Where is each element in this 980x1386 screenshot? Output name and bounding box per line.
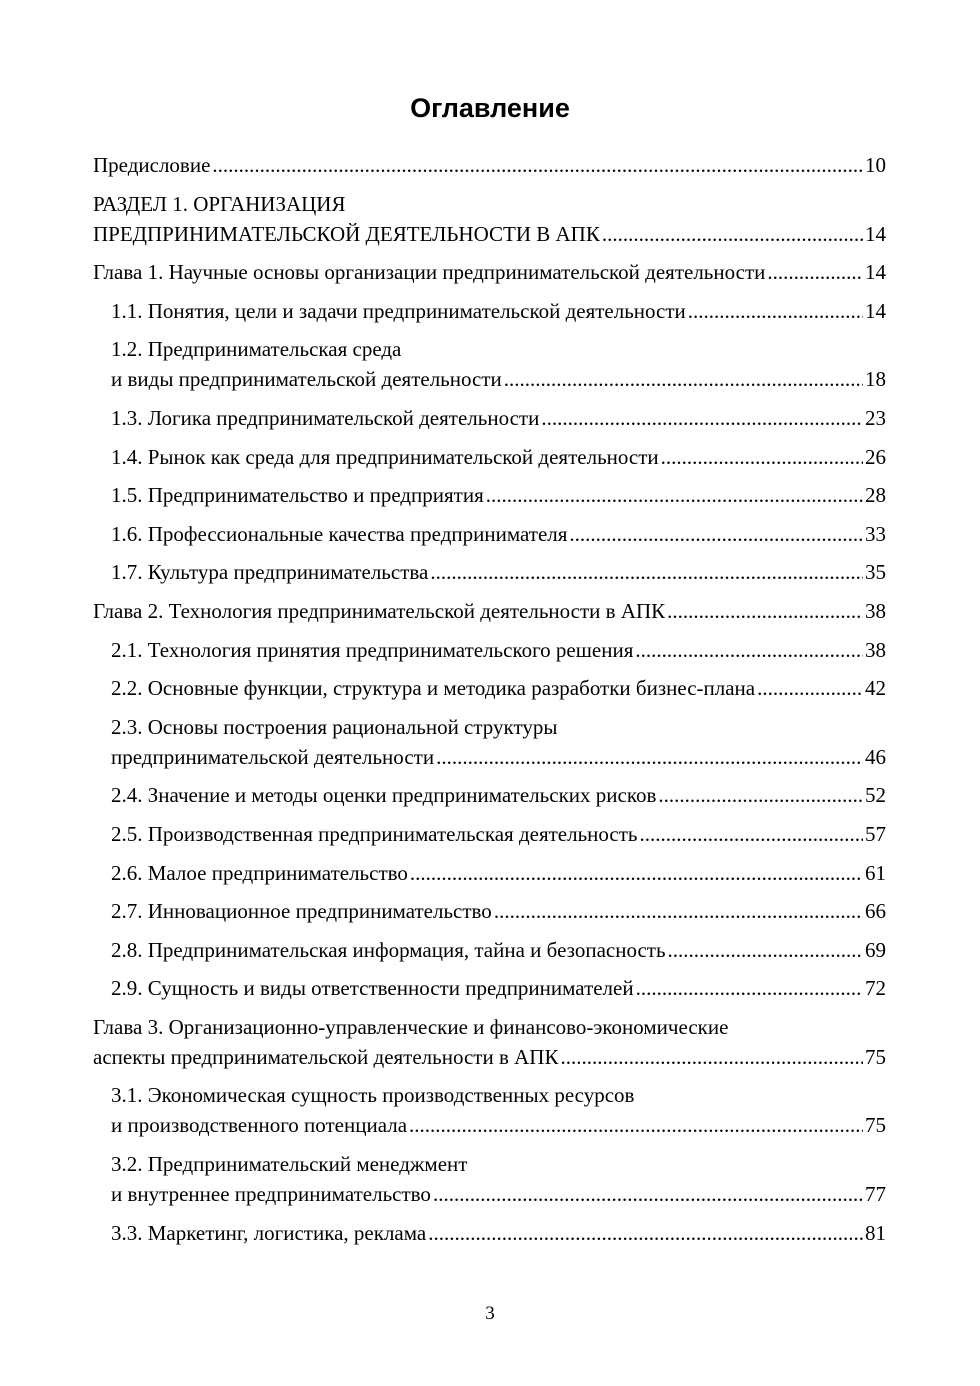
dot-leader: [436, 742, 863, 772]
toc-entry-title: предпринимательской деятельности: [111, 744, 435, 769]
dot-leader: [757, 673, 863, 703]
toc-entry-title: 2.2. Основные функции, структура и методика разработки бизнес-плана: [111, 676, 756, 701]
dot-leader: [767, 257, 863, 287]
toc-entry-section[interactable]: [93, 935, 886, 965]
toc-entry-section[interactable]: [93, 819, 886, 849]
toc-entry-leader-line: [111, 442, 886, 472]
dot-leader: [428, 1218, 863, 1248]
toc-entry-page-number: 72: [865, 976, 886, 1001]
dot-leader: [560, 1042, 863, 1072]
dot-leader: [668, 935, 863, 965]
toc-entry-title: Глава 2. Технология предпринимательской деятельности в АПК: [93, 598, 666, 623]
toc-entry-title-line: 3.2. Предпринимательский менеджмент: [111, 1152, 468, 1177]
dot-leader: [504, 364, 863, 394]
toc-entry-chapter[interactable]: [93, 150, 886, 180]
toc-entry-title: 2.6. Малое предпринимательство: [111, 860, 408, 885]
toc-entry-page-number: 69: [865, 937, 886, 962]
toc-entry-leader-line: [111, 896, 886, 926]
toc-entry-title: 1.6. Профессиональные качества предпринимателя: [111, 521, 568, 546]
toc-entry-title-line: Глава 3. Организационно-управленческие и финансово-экономические: [93, 1014, 729, 1039]
dot-leader: [433, 1179, 863, 1209]
toc-entry-page-number: 61: [865, 860, 886, 885]
toc-entry-page-number: 75: [865, 1113, 886, 1138]
toc-entry-section[interactable]: [93, 334, 886, 394]
toc-entry-page-number: 23: [865, 405, 886, 430]
toc-entry-section[interactable]: [93, 1218, 886, 1248]
toc-entry-title: 1.1. Понятия, цели и задачи предпринимательской деятельности: [111, 298, 686, 323]
toc-entry-title: 2.7. Инновационное предпринимательство: [111, 899, 492, 924]
toc-entry-title: и виды предпринимательской деятельности: [111, 367, 502, 392]
toc-entry-chapter[interactable]: [93, 189, 886, 249]
toc-entry-page-number: 81: [865, 1220, 886, 1245]
dot-leader: [410, 858, 863, 888]
toc-entry-leader-line: [111, 1218, 886, 1248]
toc-entry-chapter[interactable]: [93, 257, 886, 287]
toc-entry-section[interactable]: [93, 1149, 886, 1209]
toc-entry-page-number: 52: [865, 783, 886, 808]
toc-entry-section[interactable]: [93, 673, 886, 703]
dot-leader: [636, 973, 863, 1003]
dot-leader: [635, 635, 863, 665]
toc-entry-page-number: 38: [865, 598, 886, 623]
toc-entry-leader-line: [111, 858, 886, 888]
toc-entry-title: Глава 1. Научные основы организации предпринимательской деятельности: [93, 260, 766, 285]
toc-entry-leader-line: [111, 973, 886, 1003]
toc-entry-page-number: 38: [865, 637, 886, 662]
toc-entry-page-number: 66: [865, 899, 886, 924]
toc-entry-leader-line: [111, 935, 886, 965]
dot-leader: [486, 480, 863, 510]
toc-entry-section[interactable]: [93, 780, 886, 810]
toc-entry-page-number: 10: [865, 153, 886, 177]
toc-entry-section[interactable]: [93, 712, 886, 772]
toc-entry-leader-line: [111, 403, 886, 433]
toc-entry-page-number: 77: [865, 1182, 886, 1207]
toc-entry-title: и производственного потенциала: [111, 1113, 408, 1138]
toc-entry-section[interactable]: [93, 442, 886, 472]
toc-entry-leader-line: [111, 557, 886, 587]
toc-entry-page-number: 14: [865, 260, 886, 285]
toc-entry-leader-line: [111, 296, 886, 326]
toc-entry-title: 2.8. Предпринимательская информация, тайна и безопасность: [111, 937, 666, 962]
toc-entry-leader-line: [111, 819, 886, 849]
toc-entry-title: 1.5. Предпринимательство и предприятия: [111, 483, 484, 508]
toc-entry-title-line: РАЗДЕЛ 1. ОРГАНИЗАЦИЯ: [93, 191, 346, 216]
toc-entry-title: ПРЕДПРИНИМАТЕЛЬСКОЙ ДЕЯТЕЛЬНОСТИ В АПК: [93, 221, 600, 246]
dot-leader: [212, 150, 863, 180]
toc-entry-page-number: 35: [865, 560, 886, 585]
dot-leader: [494, 896, 863, 926]
page-title: Оглавление: [410, 93, 570, 123]
toc-entry-page-number: 33: [865, 521, 886, 546]
toc-entry-section[interactable]: [93, 519, 886, 549]
toc-entry-leader-line: [111, 742, 886, 772]
toc-entry-leader-line: [93, 1042, 886, 1072]
toc-entry-title: 2.4. Значение и методы оценки предпринимательских рисков: [111, 783, 657, 808]
toc-entry-section[interactable]: [93, 973, 886, 1003]
toc-entry-section[interactable]: [93, 403, 886, 433]
toc-entry-title: 3.3. Маркетинг, логистика, реклама: [111, 1220, 427, 1245]
toc-entry-section[interactable]: [93, 296, 886, 326]
toc-entry-title-line: 3.1. Экономическая сущность производственных ресурсов: [111, 1083, 635, 1108]
toc-entry-section[interactable]: [93, 1080, 886, 1140]
toc-entry-title: и внутреннее предпринимательство: [111, 1182, 431, 1207]
toc-entry-leader-line: [111, 673, 886, 703]
toc-entry-page-number: 26: [865, 444, 886, 469]
toc-entry-page-number: 75: [865, 1044, 886, 1069]
toc-entry-chapter[interactable]: [93, 596, 886, 626]
toc-entry-leader-line: [93, 150, 886, 180]
dot-leader: [688, 296, 863, 326]
dot-leader: [409, 1110, 863, 1140]
toc-entry-leader-line: [111, 519, 886, 549]
dot-leader: [640, 819, 863, 849]
dot-leader: [658, 780, 863, 810]
toc-entry-title: 2.5. Производственная предпринимательская деятельность: [111, 821, 638, 846]
toc-entry-title: аспекты предпринимательской деятельности в АПК: [93, 1044, 559, 1069]
toc-entry-section[interactable]: [93, 896, 886, 926]
toc-entry-leader-line: [93, 257, 886, 287]
toc-entry-title-line: 1.2. Предпринимательская среда: [111, 337, 402, 362]
toc-entry-title: 2.9. Сущность и виды ответственности предпринимателей: [111, 976, 634, 1001]
toc-entry-section[interactable]: [93, 480, 886, 510]
toc-entry-page-number: 14: [865, 298, 886, 323]
toc-entry-chapter[interactable]: [93, 1012, 886, 1072]
toc-entry-page-number: 28: [865, 483, 886, 508]
toc-entry-leader-line: [111, 780, 886, 810]
toc-entry-leader-line: [111, 1110, 886, 1140]
toc-entry-title-line: 2.3. Основы построения рациональной структуры: [111, 714, 558, 739]
toc-entry-leader-line: [111, 1179, 886, 1209]
toc-entry-page-number: 18: [865, 367, 886, 392]
dot-leader: [569, 519, 863, 549]
dot-leader: [430, 557, 863, 587]
dot-leader: [661, 442, 863, 472]
toc-entry-page-number: 14: [865, 221, 886, 246]
table-of-contents: [93, 150, 886, 1256]
toc-entry-leader-line: [111, 635, 886, 665]
toc-entry-page-number: 42: [865, 676, 886, 701]
toc-entry-page-number: 46: [865, 744, 886, 769]
toc-entry-section[interactable]: [93, 557, 886, 587]
toc-entry-title: 1.7. Культура предпринимательства: [111, 560, 429, 585]
toc-entry-title: Предисловие: [93, 153, 211, 177]
toc-entry-title: 2.1. Технология принятия предпринимательского решения: [111, 637, 634, 662]
toc-entry-title: 1.4. Рынок как среда для предпринимательской деятельности: [111, 444, 659, 469]
dot-leader: [602, 219, 863, 249]
dot-leader: [667, 596, 863, 626]
dot-leader: [541, 403, 863, 433]
toc-entry-leader-line: [111, 480, 886, 510]
toc-entry-title: 1.3. Логика предпринимательской деятельности: [111, 405, 540, 430]
toc-entry-section[interactable]: [93, 635, 886, 665]
toc-entry-leader-line: [93, 596, 886, 626]
toc-entry-leader-line: [111, 364, 886, 394]
toc-entry-leader-line: [93, 219, 886, 249]
page-number: 3: [485, 1303, 495, 1324]
toc-entry-page-number: 57: [865, 821, 886, 846]
toc-entry-section[interactable]: [93, 858, 886, 888]
